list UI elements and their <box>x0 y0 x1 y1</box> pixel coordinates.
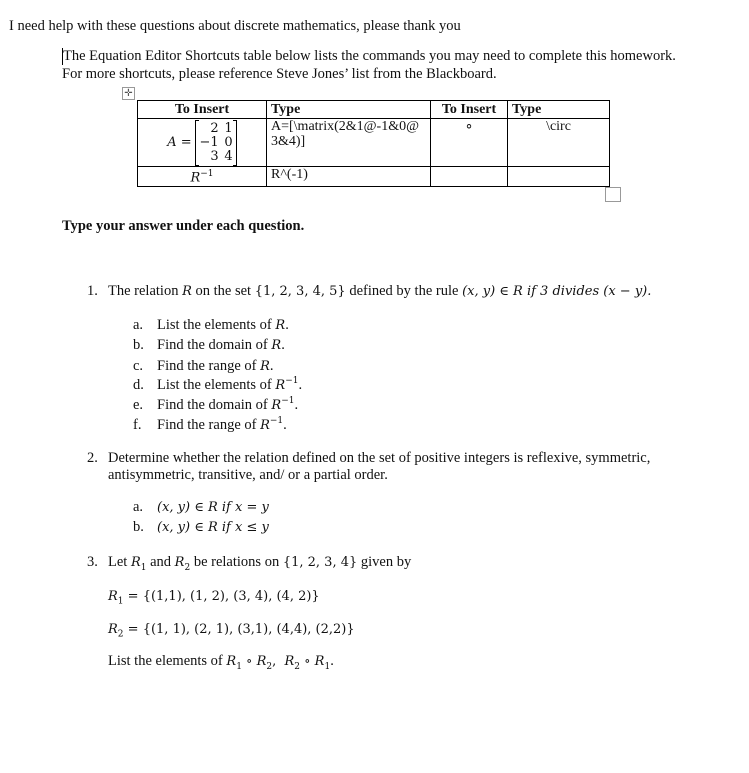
item-letter: e. <box>133 396 144 413</box>
table-header-row <box>138 101 610 119</box>
matrix-entry: 4 <box>224 148 233 164</box>
item-sup: −1 <box>269 416 284 426</box>
matrix-entry: 1 <box>224 120 233 136</box>
r1-definition <box>108 589 320 607</box>
header-type: Type <box>267 101 431 119</box>
item-letter: a. <box>133 316 144 333</box>
inverse-sup: −1 <box>200 169 214 179</box>
q1-t1: The relation <box>108 283 183 299</box>
table-resize-handle[interactable] <box>605 187 621 202</box>
item-text: List the elements of <box>157 316 276 333</box>
R: R <box>256 654 267 669</box>
item-end: . <box>283 416 287 433</box>
R: R <box>314 654 325 669</box>
q2-item-a: (x, y) ∈ R if x = y <box>157 500 269 515</box>
q1-subitem <box>133 396 298 414</box>
q1-subitem <box>133 416 287 434</box>
circ-symbol-cell: ∘ <box>431 119 508 167</box>
sub: 1 <box>236 661 242 672</box>
sub: 2 <box>266 661 273 672</box>
matrix-type-cell <box>267 119 431 167</box>
item-letter: c. <box>133 357 144 374</box>
r2-definition <box>108 622 355 640</box>
q1-t3: defined by the rule <box>345 283 463 299</box>
circ: ∘ <box>300 654 315 669</box>
R: R <box>130 555 141 570</box>
inverse-cell <box>138 167 267 187</box>
note-line-2: For more shortcuts, please reference Steve Jones’ list from the Blackboard. <box>62 66 497 82</box>
matrix-entry: −1 <box>199 134 219 150</box>
header-to-insert-2: To Insert <box>431 101 508 119</box>
q1-rule: (x, y) ∈ R if 3 divides (x − y). <box>462 284 652 299</box>
item-math: R <box>275 377 286 393</box>
instruction-text: Type your answer under each question. <box>62 218 305 234</box>
q1-subitem <box>133 357 274 375</box>
inverse-type-cell: R^(-1) <box>267 167 431 187</box>
sub: 2 <box>294 661 301 672</box>
matrix-entry: 0 <box>224 134 233 150</box>
matrix-type-line2: 3&4)] <box>271 134 306 149</box>
q1-R: R <box>182 284 192 299</box>
R: R <box>226 654 237 669</box>
r1-set: = {(1,1), (1, 2), (3, 4), (4, 2)} <box>123 589 320 604</box>
item-letter: f. <box>133 416 142 433</box>
empty-cell <box>431 167 508 187</box>
q1-number: 1. <box>87 283 98 299</box>
matrix-entry: 2 <box>210 120 219 136</box>
matrix-entry: 3 <box>210 148 219 164</box>
item-sup: −1 <box>285 376 299 386</box>
item-math: R <box>275 317 286 333</box>
q3-list-text: List the elements of $R_1$ ∘ $R_2$, $R_2$ ∘ $R_1$. <box>108 653 334 672</box>
q1-subitem <box>133 316 289 334</box>
item-sup: −1 <box>281 396 295 406</box>
q1-subitem <box>133 376 302 394</box>
q3-text <box>108 554 411 573</box>
R: R <box>108 589 118 604</box>
circ-type-cell: \circ <box>508 119 610 167</box>
empty-cell <box>508 167 610 187</box>
q2-line-2: antisymmetric, transitive, and/ or a partial order. <box>108 467 388 483</box>
matrix-cell <box>138 119 267 167</box>
q1-set: {1, 2, 3, 4, 5} <box>254 284 346 299</box>
comma: , <box>272 654 285 669</box>
sub: 1 <box>140 562 147 573</box>
item-text: List the elements of <box>157 376 276 393</box>
list-text: List the elements of <box>108 653 227 669</box>
sub: 2 <box>184 562 191 573</box>
item-text: Find the range of <box>157 416 261 433</box>
q3-t4: given by <box>357 554 412 570</box>
q3-t2: and <box>146 554 175 570</box>
q3-t1: Let <box>108 554 131 570</box>
item-end: . <box>285 316 289 333</box>
q1-subitem <box>133 336 285 354</box>
item-math: R <box>260 358 270 374</box>
q2-item-b-letter: b. <box>133 519 144 535</box>
matrix-type-line1: A=[\matrix(2&1@-1&0@ <box>271 119 419 134</box>
note-line-1: The Equation Editor Shortcuts table below lists the commands you may need to complete this homework. <box>63 48 676 64</box>
q2-line-1: Determine whether the relation defined on the set of positive integers is reflexive, symmetric, <box>108 450 651 466</box>
item-text: Find the domain of <box>157 336 272 353</box>
sub: 1 <box>117 596 124 607</box>
item-end: . <box>294 396 299 413</box>
sub: 2 <box>117 629 124 640</box>
q3-number: 3. <box>87 554 98 570</box>
q3-set: {1, 2, 3, 4} <box>282 555 358 570</box>
item-letter: d. <box>133 376 144 393</box>
q2-item-a-letter: a. <box>133 499 144 515</box>
q3-t3: be relations on <box>190 554 283 570</box>
q1-t2: on the set <box>191 283 255 299</box>
item-math: R <box>271 337 282 353</box>
item-math: R <box>271 397 282 413</box>
item-letter: b. <box>133 336 144 353</box>
r2-set: = {(1, 1), (2, 1), (3,1), (4,4), (2,2)} <box>123 622 355 637</box>
table-row <box>138 167 610 187</box>
sub: 1 <box>324 661 331 672</box>
R: R <box>284 654 295 669</box>
table-row <box>138 119 610 167</box>
R: R <box>108 622 118 637</box>
matrix-label: A = <box>167 135 192 150</box>
table-move-handle-icon[interactable]: ✛ <box>122 87 135 100</box>
inverse-R: R <box>190 170 201 186</box>
item-end: . <box>298 376 303 393</box>
item-end: . <box>269 357 274 374</box>
q2-number: 2. <box>87 450 98 466</box>
item-text: Find the range of <box>157 357 261 374</box>
item-math: R <box>260 417 270 433</box>
R: R <box>174 555 185 570</box>
q2-item-b: (x, y) ∈ R if x ≤ y <box>157 520 269 535</box>
circ: ∘ <box>241 654 257 669</box>
header-type-2: Type <box>508 101 610 119</box>
intro-text: I need help with these questions about discrete mathematics, please thank you <box>9 18 461 34</box>
equation-shortcuts-table <box>137 100 610 187</box>
header-to-insert: To Insert <box>138 101 267 119</box>
q1-text <box>108 283 651 300</box>
item-text: Find the domain of <box>157 396 272 413</box>
item-end: . <box>281 336 285 353</box>
